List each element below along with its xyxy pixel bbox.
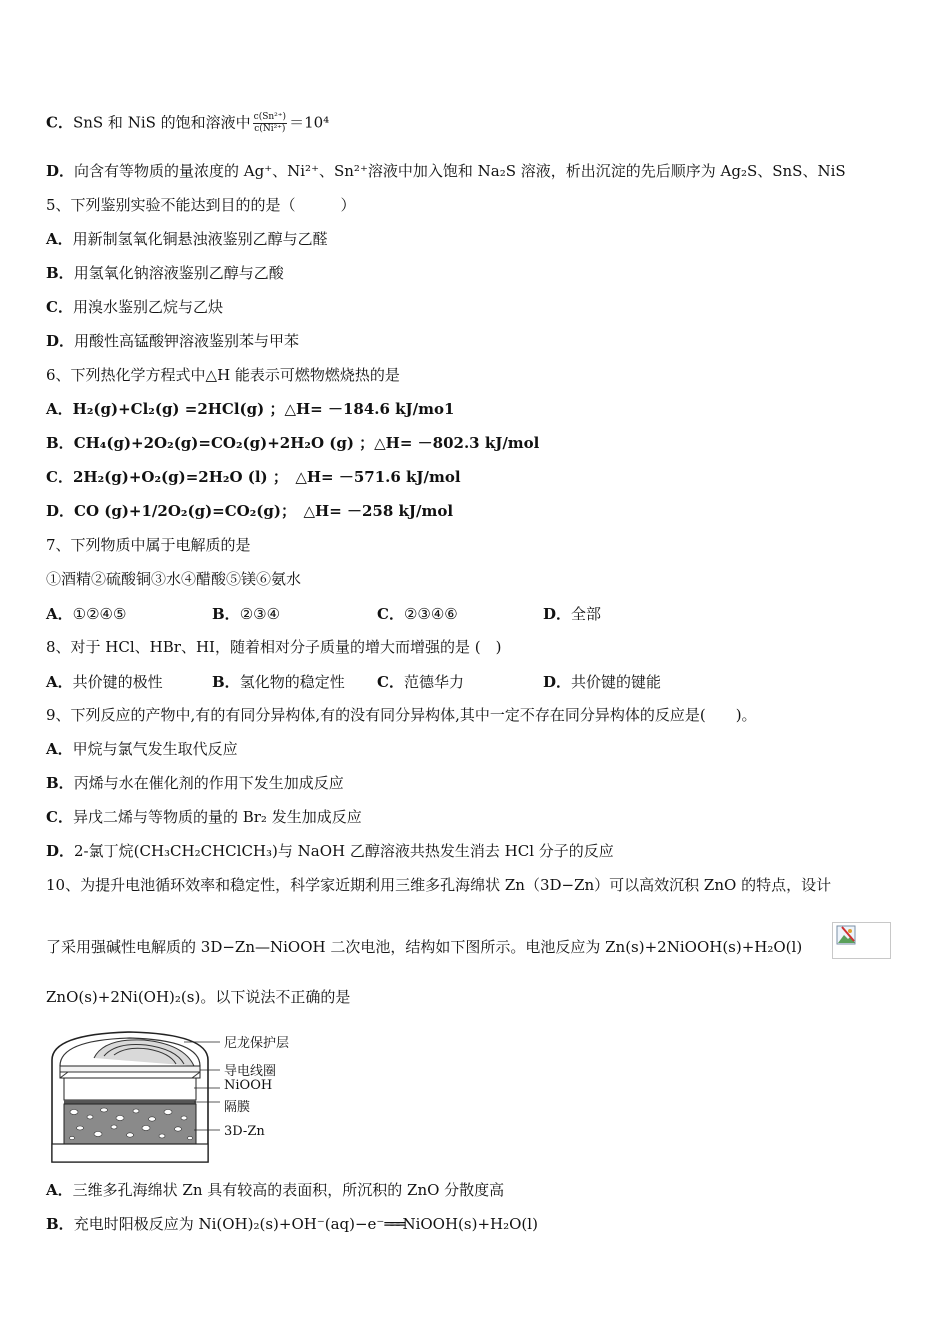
option-label: B． <box>212 605 240 623</box>
option-label: D． <box>46 502 75 520</box>
option-label: B． <box>46 1215 74 1233</box>
option-text: 丙烯与水在催化剂的作用下发生加成反应 <box>73 774 344 792</box>
option-text: 范德华力 <box>403 673 464 691</box>
q10-option-b <box>46 1214 538 1234</box>
diagram-label-niooh: NiOOH <box>224 1078 273 1093</box>
option-text: 三维多孔海绵状 Zn 具有较高的表面积，所沉积的 ZnO 分散度高 <box>72 1181 505 1199</box>
option-text: ②③④⑥ <box>403 605 458 623</box>
option-label: C． <box>46 298 73 316</box>
q6-stem: 6、下列热化学方程式中△H 能表示可燃物燃烧热的是 <box>46 366 400 384</box>
q7-option-b <box>212 603 280 624</box>
q5-option-c <box>46 297 223 317</box>
option-text: CH₄(g)+2O₂(g)=CO₂(g)+2H₂O (g) ；△H= －802.3 kJ/mol <box>73 434 540 452</box>
q7-option-c <box>377 603 458 624</box>
q4-option-d <box>46 161 846 181</box>
q6-option-a <box>46 399 454 419</box>
option-label: A． <box>46 230 73 248</box>
broken-image-icon <box>832 922 891 959</box>
option-label: A． <box>46 605 73 623</box>
option-text: 用氢氧化钠溶液鉴别乙醇与乙酸 <box>73 264 284 282</box>
q10-stem-line1: 10、为提升电池循环效率和稳定性，科学家近期利用三维多孔海绵状 Zn（3D−Zn）可以高效沉积 ZnO 的特点，设计 <box>46 876 832 894</box>
q10-stem-line2: 了采用强碱性电解质的 3D−Zn—NiOOH 二次电池，结构如下图所示。电池反应为 Zn(s)+2NiOOH(s)+H₂O(l) <box>46 938 803 956</box>
q10-option-a <box>46 1180 504 1200</box>
q5-option-a <box>46 229 328 249</box>
option-label: B． <box>46 264 74 282</box>
diagram-label-coil: 导电线圈 <box>224 1064 277 1079</box>
option-label: C． <box>46 113 73 132</box>
option-label: A． <box>46 1181 73 1199</box>
battery-structure-diagram <box>44 1022 314 1167</box>
option-label: B． <box>212 673 240 691</box>
diagram-label-3d-zn: 3D-Zn <box>224 1124 265 1139</box>
q9-stem: 9、下列反应的产物中,有的有同分异构体,有的没有同分异构体,其中一定不存在同分异构体的反应是( )。 <box>46 706 757 724</box>
option-label: A． <box>46 673 73 691</box>
reaction-arrow: ═══ <box>384 1215 403 1233</box>
q9-option-c <box>46 807 362 827</box>
option-text: 全部 <box>571 605 602 623</box>
option-text-tail: NiOOH(s)+H₂O(l) <box>402 1215 538 1233</box>
q5-option-d <box>46 331 299 351</box>
option-label: B． <box>46 434 74 452</box>
option-text: 共价键的极性 <box>72 673 163 691</box>
option-text: H₂(g)+Cl₂(g) =2HCl(g) ；△H= －184.6 kJ/mo1 <box>72 400 455 418</box>
option-text: CO (g)+1/2O₂(g)=CO₂(g)； △H= －258 kJ/mol <box>74 502 454 520</box>
option-text: 异戊二烯与等物质的量的 Br₂ 发生加成反应 <box>72 808 362 826</box>
option-label: C． <box>377 673 404 691</box>
option-label: D． <box>46 162 75 180</box>
q5-option-b <box>46 263 284 283</box>
option-label: D． <box>543 605 572 623</box>
q6-option-c <box>46 467 461 487</box>
option-text-tail: ＝10⁴ <box>289 113 330 132</box>
option-text: 甲烷与氯气发生取代反应 <box>72 740 238 758</box>
concentration-fraction <box>253 112 287 135</box>
diagram-label-nylon: 尼龙保护层 <box>224 1036 290 1051</box>
q8-stem: 8、对于 HCl、HBr、HI，随着相对分子质量的增大而增强的是 ( ) <box>46 638 502 656</box>
diagram-label-separator: 隔膜 <box>224 1100 251 1115</box>
option-text: 氢化物的稳定性 <box>239 673 345 691</box>
option-label: D． <box>543 673 572 691</box>
q10-stem-line3: ZnO(s)+2Ni(OH)₂(s)。以下说法不正确的是 <box>46 988 351 1006</box>
q4-option-c <box>46 112 329 135</box>
option-text: ②③④ <box>239 605 281 623</box>
option-label: A． <box>46 400 73 418</box>
option-label: C． <box>377 605 404 623</box>
q8-option-b <box>212 671 345 692</box>
option-text: SnS 和 NiS 的饱和溶液中 <box>72 113 251 132</box>
option-label: C． <box>46 808 73 826</box>
option-text: ①②④⑤ <box>72 605 127 623</box>
q8-option-d <box>543 671 661 692</box>
fraction-numerator: c(Sn²⁺) <box>253 112 287 122</box>
option-label: D． <box>46 842 75 860</box>
q7-stem: 7、下列物质中属于电解质的是 <box>46 536 251 554</box>
q6-option-b <box>46 433 539 453</box>
option-text: 2H₂(g)+O₂(g)=2H₂O (l) ； △H= －571.6 kJ/mol <box>72 468 461 486</box>
q7-items: ①酒精②硫酸铜③水④醋酸⑤镁⑥氨水 <box>46 570 302 588</box>
option-label: C． <box>46 468 73 486</box>
option-label: A． <box>46 740 73 758</box>
option-label: B． <box>46 774 74 792</box>
option-text: 共价键的键能 <box>571 673 662 691</box>
option-text: 用新制氢氧化铜悬浊液鉴别乙醇与乙醛 <box>72 230 328 248</box>
option-text: 充电时阳极反应为 Ni(OH)₂(s)+OH⁻(aq)−e⁻ <box>73 1215 385 1233</box>
q8-option-c <box>377 671 464 692</box>
q9-option-b <box>46 773 344 793</box>
q5-stem: 5、下列鉴别实验不能达到目的的是（ ） <box>46 196 356 214</box>
option-text: 用酸性高锰酸钾溶液鉴别苯与甲苯 <box>74 332 300 350</box>
fraction-denominator: c(Ni²⁺) <box>254 124 286 134</box>
q9-option-a <box>46 739 238 759</box>
option-text: 2-氯丁烷(CH₃CH₂CHClCH₃)与 NaOH 乙醇溶液共热发生消去 HCl 分子的反应 <box>74 842 614 860</box>
option-text: 用溴水鉴别乙烷与乙炔 <box>72 298 223 316</box>
q7-option-d <box>543 603 601 624</box>
option-text: 向含有等物质的量浓度的 Ag⁺、Ni²⁺、Sn²⁺溶液中加入饱和 Na₂S 溶液，析出沉淀的先后顺序为 Ag₂S、SnS、NiS <box>74 162 846 180</box>
q6-option-d <box>46 501 453 521</box>
q9-option-d <box>46 841 614 861</box>
q8-option-a <box>46 671 163 692</box>
q7-option-a <box>46 603 126 624</box>
option-label: D． <box>46 332 75 350</box>
